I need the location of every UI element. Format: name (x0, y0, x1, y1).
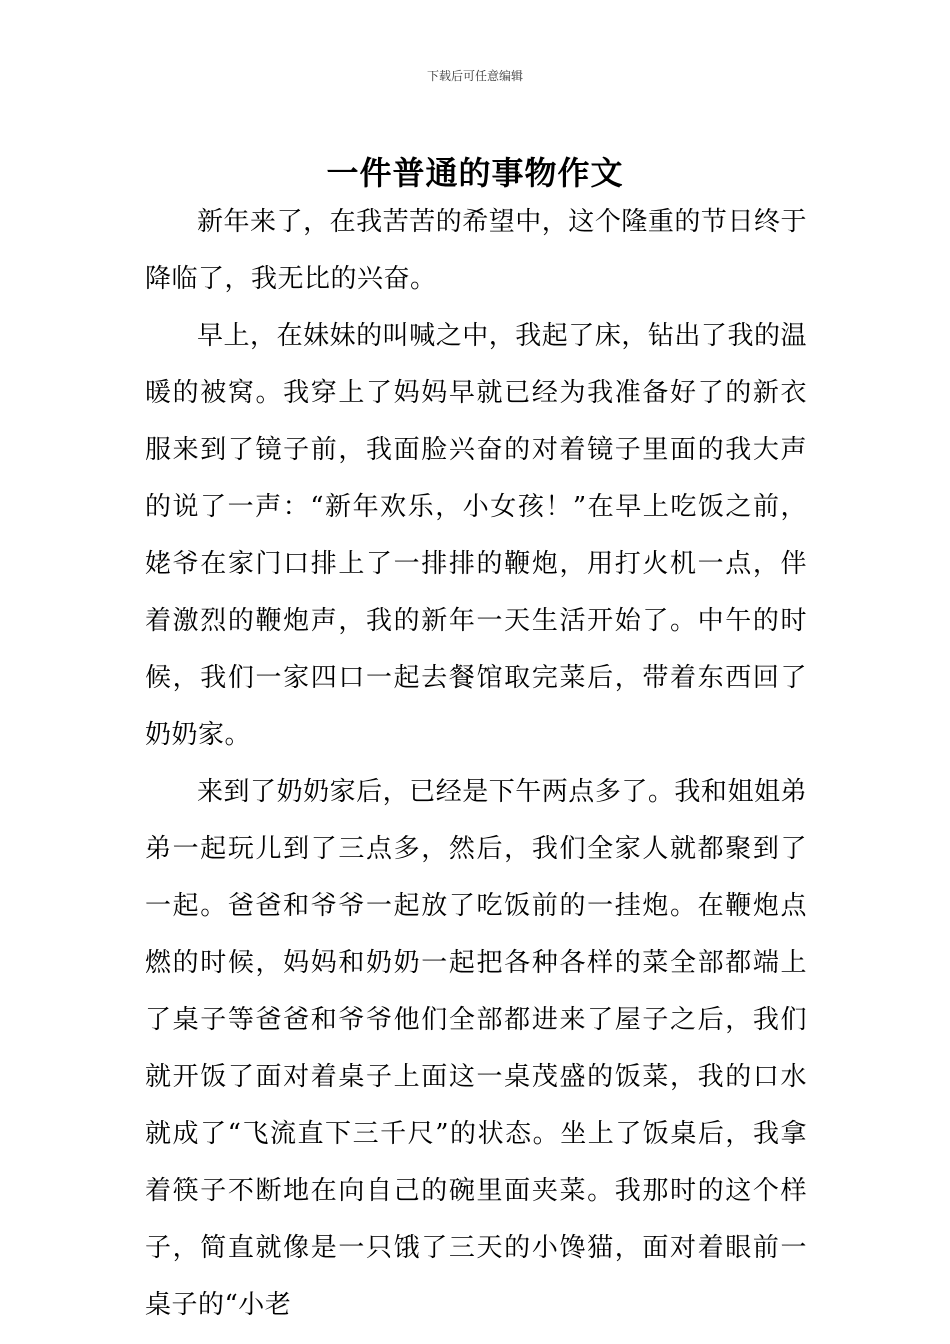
paragraph-3: 来到了奶奶家后，已经是下午两点多了。我和姐姐弟弟一起玩儿到了三点多，然后，我们全家人就都聚到了一起。爸爸和爷爷一起放了吃饭前的一挂炮。在鞭炮点燃的时候，妈妈和奶奶一起把各种各样的菜全部都端上了桌子等爸爸和爷爷他们全部都进来了屋子之后，我们就开饭了面对着桌子上面这一桌茂盛的饭菜，我的口水就成了“飞流直下三千尺”的状态。坐上了饭桌后，我拿着筷子不断地在向自己的碗里面夹菜。我那时的这个样子，简直就像是一只饿了三天的小馋猫，面对着眼前一桌子的“小老 (145, 777, 807, 1320)
article-body (145, 194, 807, 1334)
paragraph-1: 新年来了，在我苦苦的希望中，这个隆重的节日终于降临了，我无比的兴奋。 (145, 207, 807, 294)
header-note: 下载后可任意编辑 (426, 69, 523, 83)
page-title: 一件普通的事物作文 (326, 154, 624, 193)
paragraph-2: 早上，在妹妹的叫喊之中，我起了床，钻出了我的温暖的被窝。我穿上了妈妈早就已经为我准备好了的新衣服来到了镜子前，我面脸兴奋的对着镜子里面的我大声的说了一声：“新年欢乐，小女孩！”在早上吃饭之前，姥爷在家门口排上了一排排的鞭炮，用打火机一点，伴着激烈的鞭炮声，我的新年一天生活开始了。中午的时候，我们一家四口一起去餐馆取完菜后，带着东西回了奶奶家。 (145, 321, 807, 750)
